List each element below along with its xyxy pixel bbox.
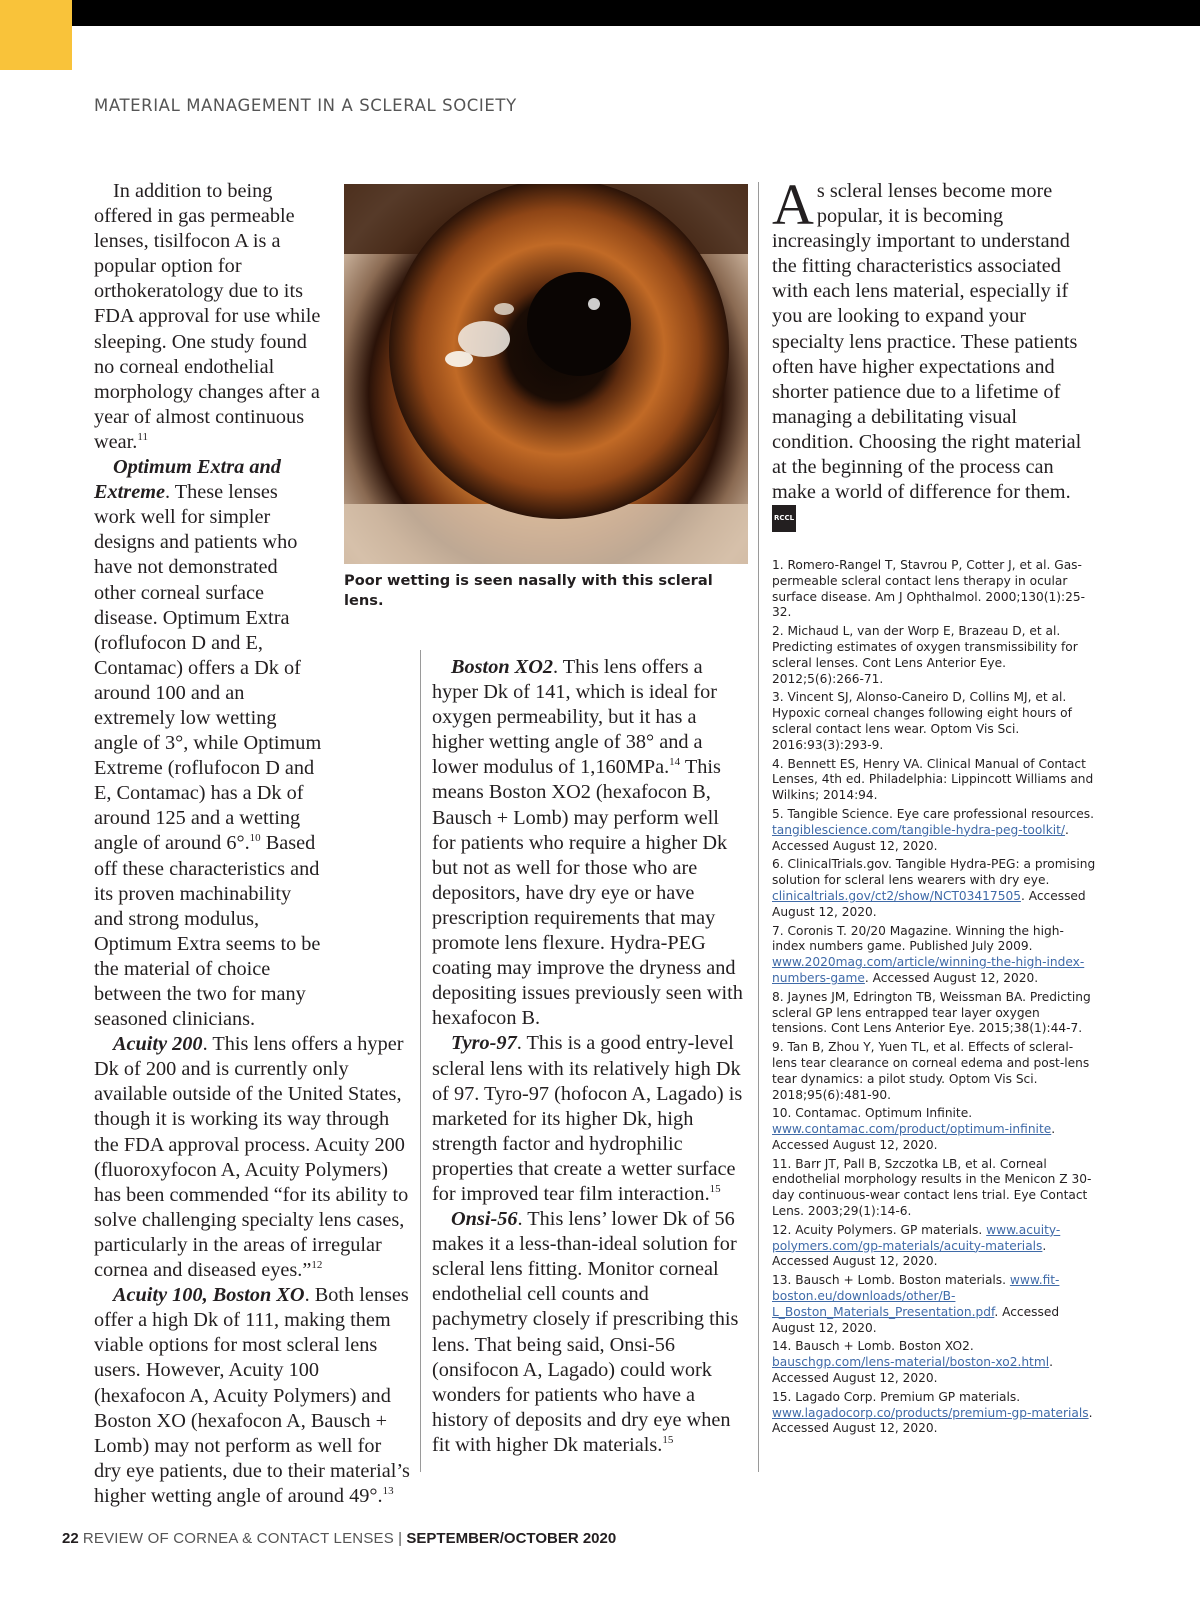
reference-accessed: . Accessed August 12, 2020. xyxy=(772,822,1069,853)
reference-accessed: . Accessed August 12, 2020. xyxy=(772,1405,1093,1436)
reference-accessed: . Accessed August 12, 2020. xyxy=(772,1122,1056,1152)
reference-item xyxy=(772,1106,1096,1153)
reference-item xyxy=(772,1339,1096,1386)
reference-item xyxy=(772,1390,1096,1437)
reference-accessed: . Accessed August 12, 2020. xyxy=(772,1238,1047,1269)
reference-text: 12. Acuity Polymers. GP materials. xyxy=(772,1222,987,1237)
reference-accessed: . Accessed August 12, 2020. xyxy=(772,1304,1060,1335)
reference-item xyxy=(772,1040,1096,1103)
drop-cap: A xyxy=(772,172,814,237)
paragraph-boston-xo2: Boston XO2. This lens offers a hyper Dk of 141, which is ideal for oxygen permeability, but it has a higher wetting angle of 38° and a lower modulus of 1,160MPa.$^{14}$ This means Boston XO2 (hexafocon B, Bausch + Lomb) may perform well for patients who require a higher Dk but not as well for those who are depositors, have dry eye or have prescription requirements that may promote lens flexure. Hydra-PEG coating may improve the dryness and depositing issues previously seen with hexafocon B. xyxy=(432,656,743,1030)
reference-item xyxy=(772,924,1096,987)
eye-illustration xyxy=(344,184,748,564)
reference-item xyxy=(772,990,1096,1037)
reference-link[interactable]: clinicaltrials.gov/ct2/show/NCT03417505 xyxy=(772,888,1021,903)
reference-link[interactable]: www.2020mag.com/article/winning-the-high-index-numbers-game xyxy=(772,955,1085,985)
reference-item xyxy=(772,1157,1096,1220)
references-list xyxy=(772,558,1096,1440)
reference-link[interactable]: bauschgp.com/lens-material/boston-xo2.html xyxy=(772,1355,1050,1370)
reference-text: 8. Jaynes JM, Edrington TB, Weissman BA. Predicting scleral GP lens entrapped tear layer oxygen tensions. Cont Lens Anterior Eye. 2015;38(1):44-7. xyxy=(772,989,1091,1036)
section-color-tab xyxy=(0,0,72,70)
reference-text: 3. Vincent SJ, Alonso-Caneiro D, Collins MJ, et al. Hypoxic corneal changes following eight hours of scleral contact lens wear. Optom Vis Sci. 2016:93(3):293-9. xyxy=(772,690,1072,752)
paragraph-acuity-200: Acuity 200. This lens offers a hyper Dk of 200 and is currently only available outside of the United States, though it is working its way through the FDA approval process. Acuity 200 (fluoroxyfocon A, Acuity Polymers) has been commended “for its ability to solve challenging specialty lens cases, particularly in the areas of irregular cornea and diseased eyes.”$^{12}$ xyxy=(94,1033,409,1282)
column-1-wrap-top xyxy=(94,179,322,1032)
reference-text: 6. ClinicalTrials.gov. Tangible Hydra-PEG: a promising solution for scleral lens wearers with dry eye. xyxy=(772,857,1096,888)
reference-text: 14. Bausch + Lomb. Boston XO2. xyxy=(772,1339,974,1354)
reference-item xyxy=(772,757,1096,804)
reference-accessed: . Accessed August 12, 2020. xyxy=(772,888,1086,919)
reference-item xyxy=(772,1273,1096,1336)
reference-text: 7. Coronis T. 20/20 Magazine. Winning the high-index numbers game. Published July 2009. xyxy=(772,923,1064,954)
reference-link[interactable]: www.acuity-polymers.com/gp-materials/acuity-materials xyxy=(772,1222,1061,1253)
paragraph-onsi-56: Onsi-56. This lens’ lower Dk of 56 makes it a less-than-ideal solution for scleral lens fitting. Monitor corneal endothelial cell counts and pachymetry closely if prescribing this lens. That being said, Onsi-56 (onsifocon A, Lagado) could work wonders for patients who have a history of deposits and dry eye when fit with higher Dk materials.$^{15}$ xyxy=(432,1208,739,1456)
journal-name: REVIEW OF CORNEA & CONTACT LENSES xyxy=(82,1530,394,1547)
reference-link[interactable]: www.lagadocorp.co/products/premium-gp-materials xyxy=(772,1405,1089,1420)
reference-text: 10. Contamac. Optimum Infinite. xyxy=(772,1106,973,1121)
top-black-bar xyxy=(0,0,1200,26)
reference-text: 1. Romero-Rangel T, Stavrou P, Cotter J, et al. Gas-permeable scleral contact lens therapy in ocular surface disease. Am J Ophthalmol. 2000;130(1):25-32. xyxy=(772,558,1086,620)
eye-photo xyxy=(344,184,748,564)
paragraph-optimum: Optimum Extra and Extreme. These lenses work well for simpler designs and patients who have not demonstrated other corneal surface disease. Optimum Extra (roflufocon D and E, Contamac) offers a Dk of around 100 and an extremely low wetting angle of 3°, while Optimum Extreme (roflufocon D and E, Contamac) has a Dk of around 125 and a wetting angle of around 6°.$^{10}$ Based off these characteristics and its proven machinability and strong modulus, Optimum Extra seems to be the material of choice between the two for many seasoned clinicians. xyxy=(94,456,322,1031)
reference-item xyxy=(772,558,1096,621)
reference-accessed: . Accessed August 12, 2020. xyxy=(864,970,1039,985)
reference-text: 4. Bennett ES, Henry VA. Clinical Manual of Contact Lenses, 4th ed. Philadelphia: Lippincott Williams and Wilkins; 2014:94. xyxy=(772,756,1094,803)
reference-accessed: . Accessed August 12, 2020. xyxy=(772,1355,1053,1386)
reference-text: 9. Tan B, Zhou Y, Yuen TL, et al. Effects of scleral-lens tear clearance on corneal edema and post-lens tear dynamics: a pilot study. Optom Vis Sci. 2018;95(6):481-90. xyxy=(772,1040,1090,1102)
paragraph-tyro-97: Tyro-97. This is a good entry-level scleral lens with its relatively high Dk of 97. Tyro-97 (hofocon A, Lagado) is marketed for its higher Dk, high strength factor and hydrophilic properties that create a wetter surface for improved tear film interaction.$^{15}$ xyxy=(432,1032,743,1205)
reference-link[interactable]: tangiblescience.com/tangible-hydra-peg-toolkit/ xyxy=(772,822,1066,837)
reference-text: 15. Lagado Corp. Premium GP materials. xyxy=(772,1389,1021,1404)
reference-text: 11. Barr JT, Pall B, Szczotka LB, et al. Corneal endothelial morphology results in the Menicon Z 30-day continuous-wear contact lens trial. Eye Contact Lens. 2003;29(1):14-6. xyxy=(772,1156,1092,1219)
figure-caption: Poor wetting is seen nasally with this scleral lens. xyxy=(344,572,713,609)
reference-text: 2. Michaud L, van der Worp E, Brazeau D, et al. Predicting estimates of oxygen transmissibility for scleral lenses. Cont Lens Anterior Eye. 2012;5(6):266-71. xyxy=(772,624,1078,686)
reference-item xyxy=(772,807,1096,854)
conclusion-paragraph: As scleral lenses become more popular, it is becoming increasingly important to understand the fitting characteristics associated with each lens material, especially if you are looking to expand your specialty lens practice. These patients often have higher expectations and shorter patience due to a lifetime of managing a debilitating visual condition. Choosing the right material at the beginning of the process can make a world of difference for them. RCCL xyxy=(772,179,1090,532)
footer-separator: | xyxy=(398,1530,403,1547)
column-rule-1 xyxy=(420,650,421,1472)
reference-text: 5. Tangible Science. Eye care professional resources. xyxy=(772,806,1094,821)
end-mark-icon: RCCL xyxy=(772,505,796,532)
reference-link[interactable]: www.contamac.com/product/optimum-infinite xyxy=(772,1122,1052,1137)
reference-item xyxy=(772,690,1096,753)
column-3 xyxy=(772,172,1090,532)
paragraph-acuity-100: Acuity 100, Boston XO. Both lenses offer a high Dk of 111, making them viable options for most scleral lens users. However, Acuity 100 (hexafocon A, Acuity Polymers) and Boston XO (hexafocon A, Bausch + Lomb) may not perform as well for dry eye patients, due to their material’s higher wetting angle of around 49°.$^{13}$ xyxy=(94,1284,410,1507)
running-head: MATERIAL MANAGEMENT IN A SCLERAL SOCIETY xyxy=(94,96,517,115)
reference-text: 13. Bausch + Lomb. Boston materials. xyxy=(772,1273,1010,1288)
reference-item xyxy=(772,1223,1096,1270)
page-number: 22 xyxy=(62,1530,79,1547)
paragraph-tisilfocon: In addition to being offered in gas permeable lenses, tisilfocon A is a popular option for orthokeratology due to its FDA approval for use while sleeping. One study found no corneal endothelial morphology changes after a year of almost continuous wear.$^{11}$ xyxy=(94,180,321,453)
issue-date: SEPTEMBER/OCTOBER 2020 xyxy=(406,1530,617,1547)
column-2 xyxy=(432,655,746,1458)
page-footer xyxy=(62,1530,616,1547)
reference-link[interactable]: www.fit-boston.eu/downloads/other/B-L_Boston_Materials_Presentation.pdf xyxy=(772,1273,1060,1319)
reference-item xyxy=(772,624,1096,687)
column-rule-2 xyxy=(758,182,759,1472)
reference-item xyxy=(772,857,1096,920)
